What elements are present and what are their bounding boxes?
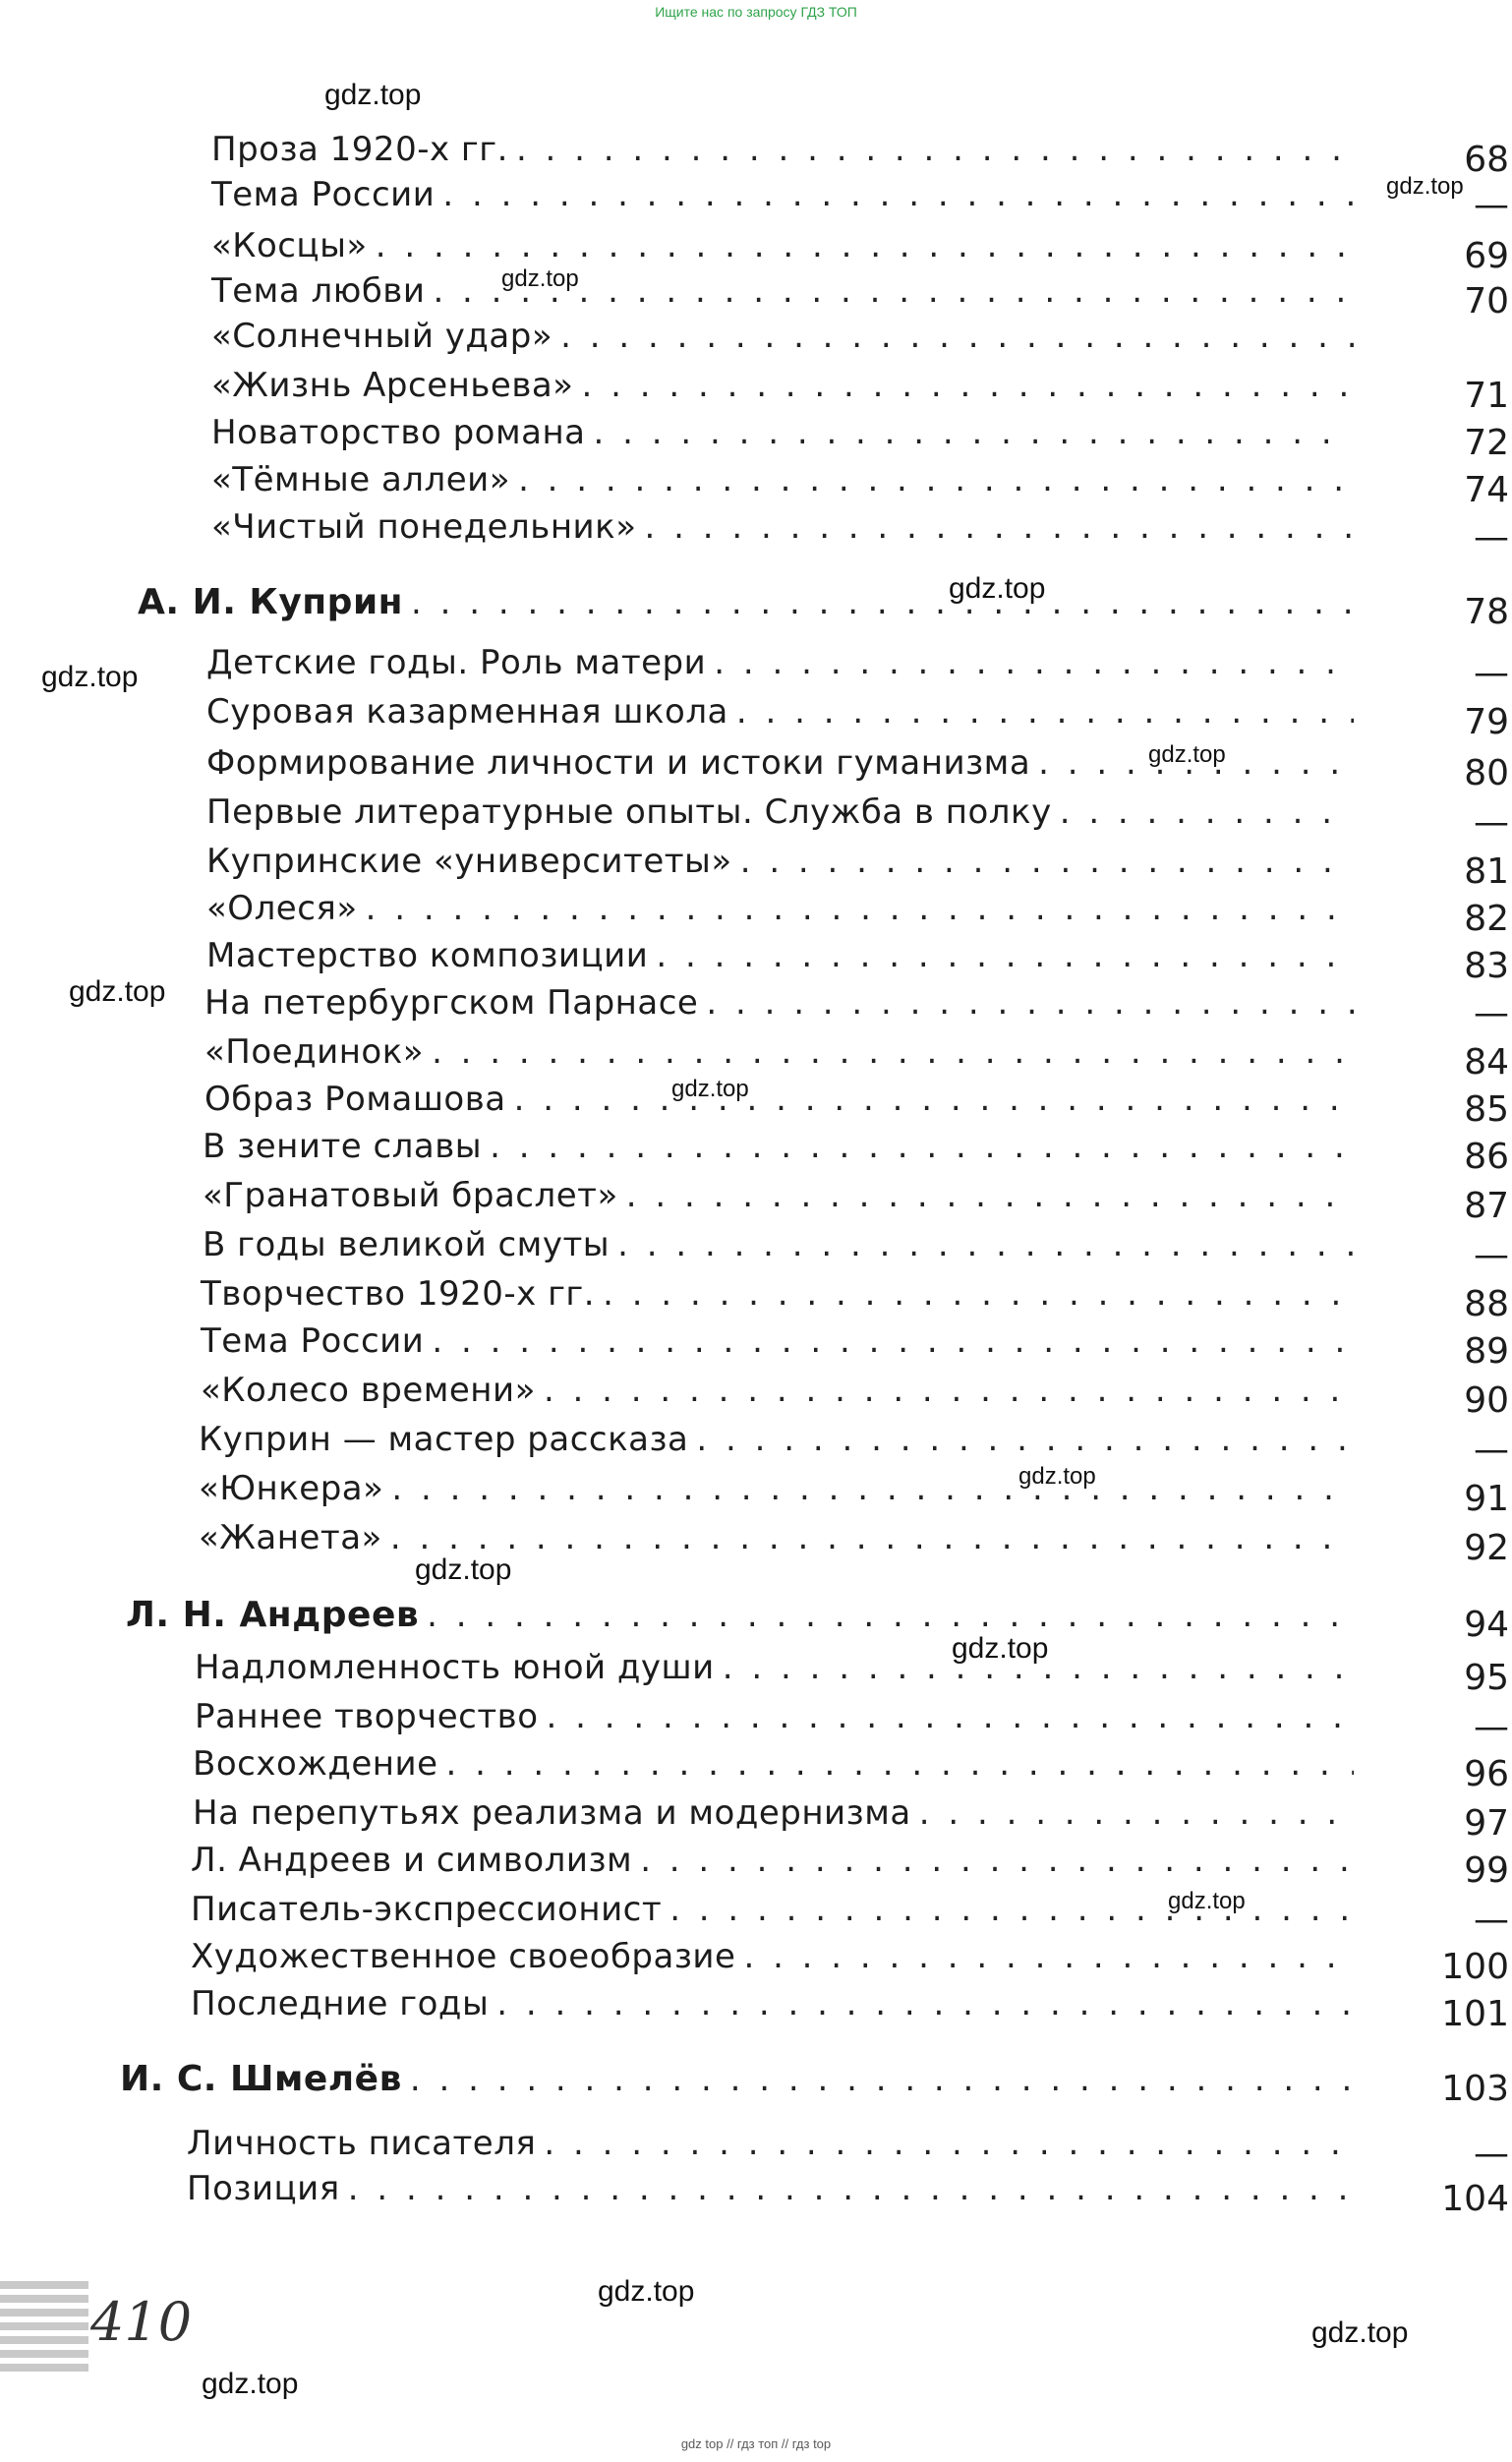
toc-entry-title: В годы великой смуты [203,1225,611,1264]
toc-section-title: Л. Н. Андреев [126,1595,420,1635]
watermark: gdz.top [598,2275,695,2308]
toc-entry [201,1371,1509,1421]
toc-entry [203,1225,1509,1275]
watermark: gdz.top [1386,173,1464,200]
toc-entry-page: — [1474,185,1509,225]
toc-entry-title: «Чистый понедельник» [211,507,637,547]
watermark: gdz.top [41,661,139,693]
toc-entry-title: Восхождение [193,1744,438,1784]
leader-dots [640,1841,1354,1880]
toc-entry [193,1793,1509,1844]
watermark: gdz.top [1148,741,1226,768]
toc-entry [211,271,1509,322]
toc-entry-page: 83 [1464,946,1509,986]
toc-entry [206,643,1509,693]
toc-entry-page: — [1474,1430,1509,1470]
leader-dots [376,226,1354,265]
toc-entry-page: — [1474,993,1509,1033]
toc-entry-title: Тема любви [211,271,426,311]
toc-entry-title: В зените славы [203,1127,483,1166]
toc-entry [191,1937,1509,1987]
toc-entry-title: «Поединок» [204,1032,425,1072]
toc-entry-page: 70 [1464,281,1509,322]
watermark: gdz.top [69,975,166,1008]
toc-entry-title: «Олеся» [206,889,358,928]
toc-entry-title: Первые литературные опыты. Служба в полку [206,792,1052,832]
toc-entry-title: «Косцы» [211,226,368,265]
toc-entry-page: 80 [1464,753,1509,793]
toc-entry-title: На петербургском Парнасе [204,983,699,1023]
toc-entry [204,983,1509,1033]
watermark: gdz.top [324,79,422,111]
toc-entry-title: Новаторство романа [211,413,586,452]
watermark: gdz.top [202,2368,299,2400]
toc-entry-page: 97 [1464,1803,1509,1844]
leader-dots [432,1032,1354,1072]
toc-entry-page: 81 [1464,851,1509,892]
toc-entry [203,1127,1509,1177]
toc-entry [211,460,1509,510]
leader-dots [656,936,1354,975]
leader-dots [560,317,1354,356]
toc-entry-title: Надломленность юной души [195,1648,715,1687]
leader-dots [645,507,1355,547]
toc-entry-page: 74 [1464,470,1509,510]
leader-dots [706,983,1354,1023]
leader-dots [410,2060,1354,2099]
toc-entry-page: — [1474,1707,1509,1747]
toc-entry-title: Позиция [187,2169,340,2208]
toc-section-title: А. И. Куприн [138,582,404,622]
toc-entry-title: Раннее творчество [195,1697,539,1736]
toc-entry [199,1518,1509,1568]
toc-entry-title: Проза 1920-х гг. [211,130,508,169]
toc-entry [193,1744,1509,1794]
leader-dots [696,1420,1354,1459]
leader-dots [669,1890,1354,1929]
leader-dots [736,692,1354,732]
toc-section [138,582,1509,632]
toc-entry [206,889,1509,939]
toc-entry-page: 79 [1464,702,1509,742]
toc-entry [211,226,1509,276]
page-number: 410 [90,2291,193,2353]
toc-entry-page: 90 [1464,1380,1509,1421]
leader-dots [626,1176,1354,1215]
toc-entry-page: 85 [1464,1089,1509,1130]
toc-section-page: 94 [1464,1605,1509,1645]
watermark: gdz.top [415,1553,512,1586]
toc-entry-title: Мастерство композиции [206,936,649,975]
toc-entry [204,1080,1509,1130]
toc-section [126,1595,1509,1645]
toc-entry-title: Л. Андреев и символизм [191,1841,633,1880]
toc-section [120,2059,1509,2109]
toc-entry-title: «Гранатовый браслет» [203,1176,618,1215]
toc-entry-page: — [1474,2134,1509,2174]
footer-note: gdz top // гдз топ // гдз top [680,2436,832,2451]
leader-dots [490,1127,1354,1166]
toc-entry-page: 92 [1464,1528,1509,1568]
toc-entry [199,1469,1509,1519]
header-note: Ищите нас по запросу ГДЗ ТОП [655,4,857,20]
toc-entry [206,692,1509,742]
toc-entry [201,1274,1509,1324]
toc-entry-page: 96 [1464,1754,1509,1794]
toc-entry [195,1697,1509,1747]
toc-entry [203,1176,1509,1226]
toc-entry [187,2124,1509,2174]
leader-dots [1060,792,1354,832]
leader-dots [603,1274,1354,1314]
leader-dots [547,1697,1354,1736]
leader-dots [740,842,1354,881]
toc-entry [211,317,1362,362]
leader-dots [366,889,1354,928]
toc-section-page: 103 [1441,2069,1509,2109]
toc-entry [187,2169,1509,2219]
toc-entry-page: 100 [1441,1947,1509,1987]
watermark: gdz.top [671,1076,749,1102]
leader-dots [411,583,1354,622]
watermark: gdz.top [501,265,579,292]
toc-entry-page: 69 [1464,236,1509,276]
toc-entry-page: — [1474,802,1509,843]
toc-entry-page: 89 [1464,1331,1509,1372]
toc-entry-page: 72 [1464,423,1509,463]
toc-entry [201,1321,1509,1372]
toc-entry-title: Образ Ромашова [204,1080,506,1119]
leader-dots [544,2124,1354,2163]
toc-entry-title: «Солнечный удар» [211,317,553,356]
toc-entry-page: 82 [1464,899,1509,939]
toc-entry-title: Куприн — мастер рассказа [199,1420,689,1459]
leader-dots [348,2169,1354,2208]
toc-entry-page: 71 [1464,376,1509,416]
leader-dots [544,1371,1354,1410]
toc-entry [206,936,1509,986]
watermark: gdz.top [952,1632,1049,1665]
toc-entry-page: 99 [1464,1850,1509,1891]
watermark: gdz.top [1168,1888,1246,1914]
watermark: gdz.top [1018,1463,1096,1490]
toc-entry [191,1841,1509,1891]
toc-entry [199,1420,1509,1470]
toc-entry-title: Формирование личности и истоки гуманизма [206,743,1031,783]
leader-dots [594,413,1354,452]
toc-entry-page: 95 [1464,1658,1509,1698]
toc-entry-page: 87 [1464,1186,1509,1226]
toc-entry-title: Художественное своеобразие [191,1937,736,1976]
toc-entry-title: Купринские «университеты» [206,842,732,881]
leader-dots [617,1225,1354,1264]
toc-entry [206,842,1509,892]
leader-dots [432,1321,1354,1361]
leader-dots [514,1080,1354,1119]
leader-dots [582,366,1355,405]
toc-section-title: И. С. Шмелёв [120,2059,402,2099]
toc-entry [211,130,1509,180]
toc-section-page: 78 [1464,592,1509,632]
toc-entry [211,366,1509,416]
toc-entry [191,1984,1509,2034]
toc-entry-title: Тема России [201,1321,425,1361]
leader-dots [496,1984,1354,2023]
toc-entry-page: — [1474,517,1509,557]
leader-dots [516,130,1354,169]
toc-entry-title: «Юнкера» [199,1469,384,1508]
toc-entry-title: На перепутьях реализма и модернизма [193,1793,911,1833]
leader-dots [743,1937,1354,1976]
toc-entry-page: 84 [1464,1042,1509,1083]
leader-dots [919,1793,1354,1833]
leader-dots [518,460,1354,499]
toc-entry-title: «Жанета» [199,1518,382,1557]
toc-entry-page: 68 [1464,140,1509,180]
toc-entry-title: «Тёмные аллеи» [211,460,511,499]
toc-entry-title: «Колесо времени» [201,1371,536,1410]
toc-entry-title: Тема России [211,175,436,214]
toc-entry [204,1032,1509,1083]
toc-entry-page: 91 [1464,1479,1509,1519]
toc-entry-page: 101 [1441,1994,1509,2034]
toc-entry-page: 88 [1464,1284,1509,1324]
leader-dots [442,175,1354,214]
toc-entry [206,792,1509,843]
toc-entry-page: — [1474,653,1509,693]
leader-dots [427,1596,1354,1635]
leader-dots [446,1744,1354,1784]
leader-dots [391,1469,1354,1508]
watermark: gdz.top [949,572,1046,605]
toc-entry-page: — [1474,1900,1509,1940]
toc-entry-title: Детские годы. Роль матери [206,643,707,682]
toc-entry [211,413,1509,463]
toc-entry-title: «Жизнь Арсеньева» [211,366,574,405]
toc-entry-title: Творчество 1920-х гг. [201,1274,596,1314]
toc-entry-page: 104 [1441,2179,1509,2219]
leader-dots [390,1518,1354,1557]
decorative-stripes [0,2281,88,2389]
toc-entry [195,1648,1509,1698]
toc-entry-page: 86 [1464,1137,1509,1177]
toc-entry-title: Последние годы [191,1984,490,2023]
toc-entry-title: Личность писателя [187,2124,537,2163]
toc-entry-title: Суровая казарменная школа [206,692,728,732]
watermark: gdz.top [1311,2316,1409,2349]
toc-entry [211,507,1509,557]
toc-entry-page: — [1474,1235,1509,1275]
toc-entry-title: Писатель-экспрессионист [191,1890,663,1929]
leader-dots [714,643,1354,682]
